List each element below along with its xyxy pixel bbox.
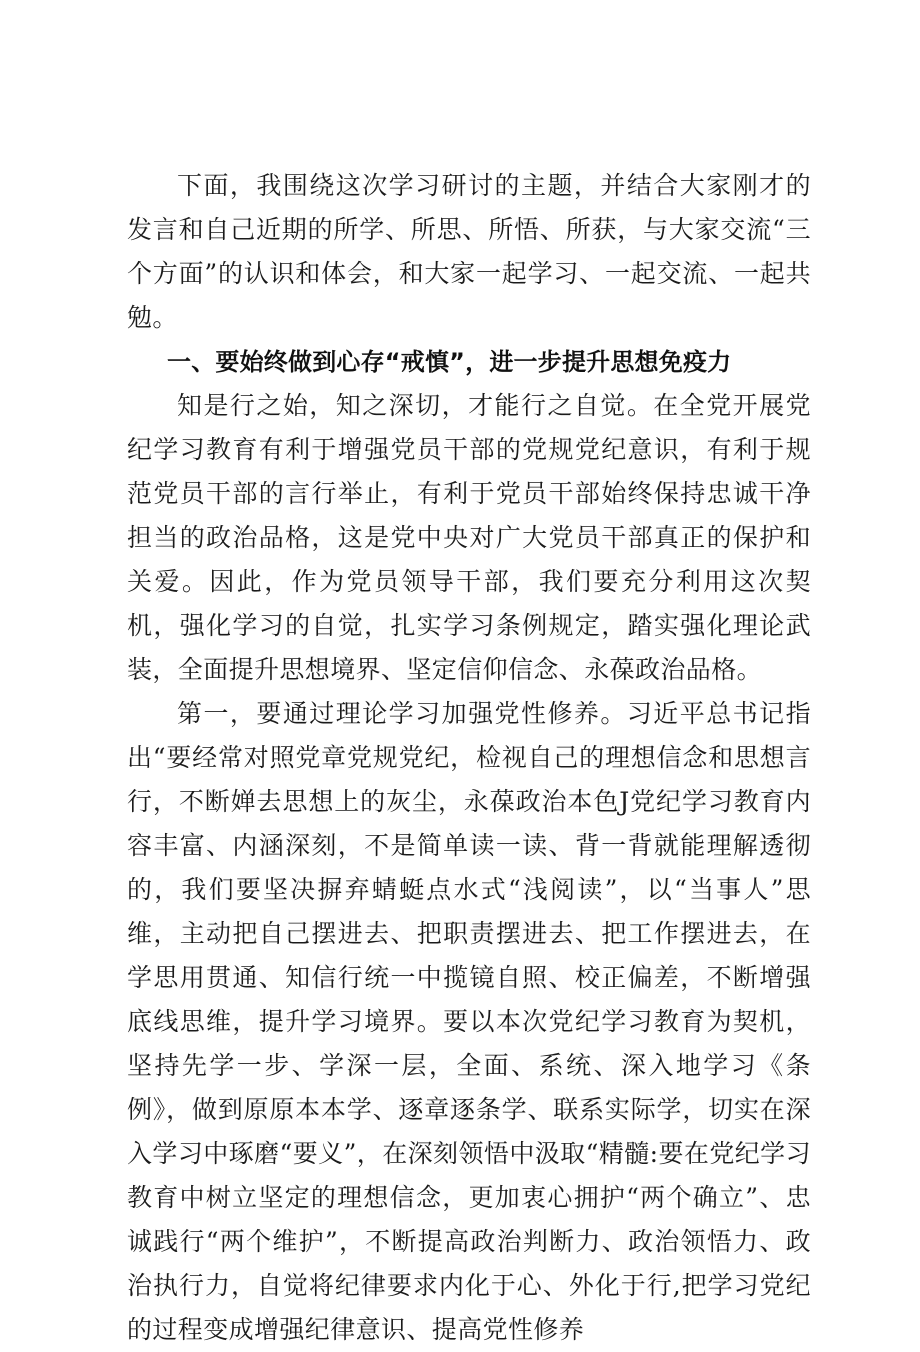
document-body [127,164,811,1352]
body-paragraph: 知是行之始，知之深切，才能行之自觉。在全党开展党纪学习教育有利于增强党员干部的党规党纪意识，有利于规范党员干部的言行举止，有利于党员干部始终保持忠诚干净担当的政治品格，这是党中央对广大党员干部真正的保护和关爱。因此，作为党员领导干部，我们要充分利用这次契机，强化学习的自觉，扎实学习条例规定，踏实强化理论武装，全面提升思想境界、坚定信仰信念、永葆政治品格。 [127,391,811,684]
intro-paragraph: 下面，我围绕这次学习研讨的主题，并结合大家刚才的发言和自己近期的所学、所思、所悟、所获，与大家交流“三个方面”的认识和体会，和大家一起学习、一起交流、一起共勉。 [127,171,811,332]
section-heading: 一、要始终做到心存“戒慎”，进一步提升思想免疫力 [167,348,732,376]
body-paragraph: 第一，要通过理论学习加强党性修养。习近平总书记指出“要经常对照党章党规党纪，检视自己的理想信念和思想言行，不断婵去思想上的灰尘，永葆政治本色J党纪学习教育内容丰富、内涵深刻，不是简单读一读、背一背就能理解透彻的，我们要坚决摒弃蜻蜓点水式“浅阅读”，以“当事人”思维，主动把自己摆进去、把职责摆进去、把工作摆进去，在学思用贯通、知信行统一中揽镜自照、校正偏差，不断增强底线思维，提升学习境界。要以本次党纪学习教育为契机，坚持先学一步、学深一层，全面、系统、深入地学习《条例》，做到原原本本学、逐章逐条学、联系实际学，切实在深入学习中琢磨“要义”，在深刻领悟中汲取“精髓:要在党纪学习教育中树立坚定的理想信念，更加衷心拥护“两个确立”、忠诚践行“两个维护”，不断提高政治判断力、政治领悟力、政治执行力，自觉将纪律要求内化于心、外化于行,把学习党纪的过程变成增强纪律意识、提高党性修养 [127,699,811,1344]
